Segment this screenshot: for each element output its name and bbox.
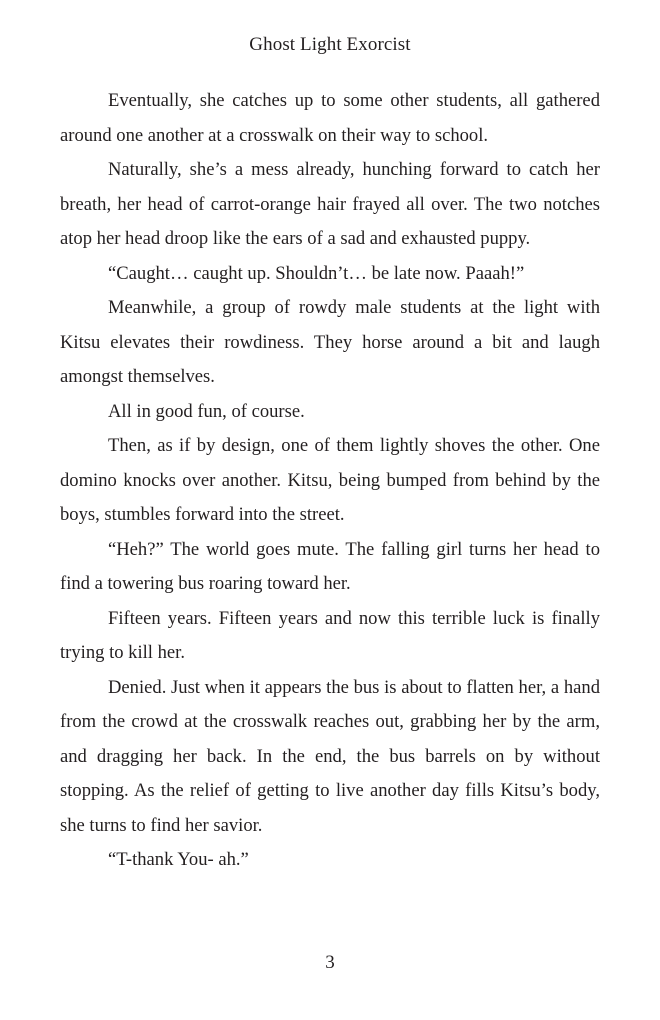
page-number: 3 <box>325 952 335 973</box>
paragraph: Eventually, she catches up to some other students, all gathered around one another at a crosswalk on their way to school. <box>60 90 600 146</box>
paragraph: Meanwhile, a group of rowdy male students at the light with Kitsu elevates their rowdiness. They horse around a bit and laugh amongst themselves. <box>60 297 600 387</box>
paragraph: Then, as if by design, one of them lightly shoves the other. One domino knocks over another. Kitsu, being bumped from behind by the boys, stumbles forward into the street. <box>60 435 600 525</box>
paragraph: Naturally, she’s a mess already, hunching forward to catch her breath, her head of carrot-orange hair frayed all over. The two notches atop her head droop like the ears of a sad and exhausted puppy. <box>60 159 600 249</box>
paragraph: “T-thank You- ah.” <box>108 849 249 870</box>
page-body-text <box>60 84 600 878</box>
paragraph: “Heh?” The world goes mute. The falling girl turns her head to find a towering bus roaring toward her. <box>60 538 600 594</box>
running-head-title: Ghost Light Exorcist <box>249 34 411 55</box>
paragraph: All in good fun, of course. <box>108 400 305 422</box>
paragraph: Fifteen years. Fifteen years and now this terrible luck is finally trying to kill her. <box>60 607 600 663</box>
paragraph: Denied. Just when it appears the bus is about to flatten her, a hand from the crowd at the crosswalk reaches out, grabbing her by the arm, and dragging her back. In the end, the bus barrels on by without stopping. As the relief of getting to live another day fills Kitsu’s body, she turns to find her savior. <box>60 676 600 836</box>
paragraph: “Caught… caught up. Shouldn’t… be late now. Paaah!” <box>108 262 525 284</box>
